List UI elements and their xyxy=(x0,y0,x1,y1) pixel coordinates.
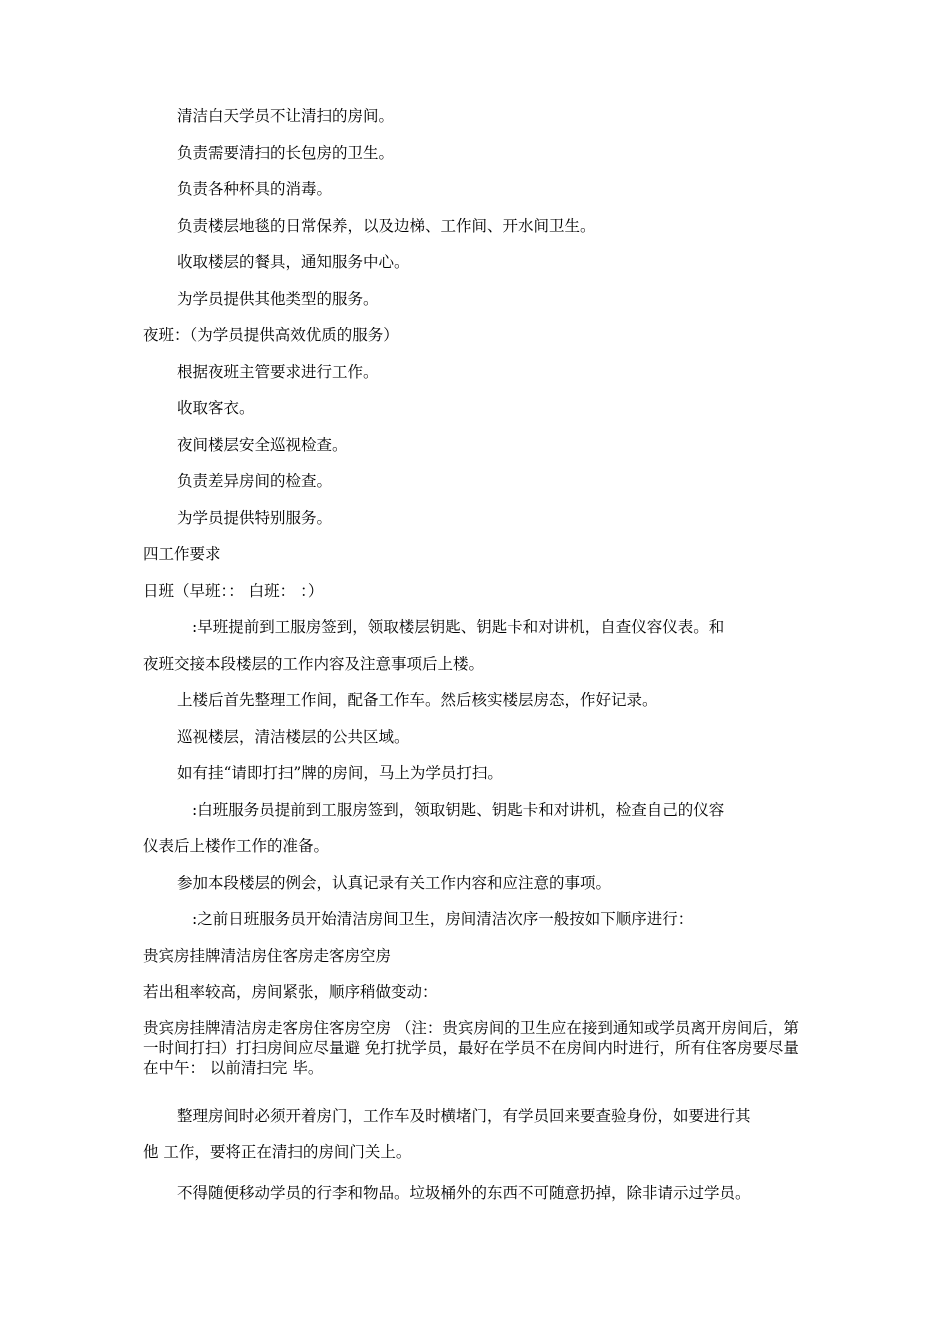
text-line: 日班（早班：： 白班： ：） xyxy=(143,582,324,600)
text-line: 收取楼层的餐具，通知服务中心。 xyxy=(177,253,410,271)
section-heading: 四工作要求 xyxy=(143,545,221,563)
text-line: 为学员提供其他类型的服务。 xyxy=(177,290,379,308)
text-line: 巡视楼层，清洁楼层的公共区域。 xyxy=(177,728,410,746)
text-line: 清洁白天学员不让清扫的房间。 xyxy=(177,107,395,125)
text-line: :之前日班服务员开始清洁房间卫生，房间清洁次序一般按如下顺序进行： xyxy=(192,910,694,928)
text-line: 根据夜班主管要求进行工作。 xyxy=(177,363,379,381)
text-line: 如有挂“请即打扫”牌的房间，马上为学员打扫。 xyxy=(177,764,503,782)
text-line: 夜间楼层安全巡视检查。 xyxy=(177,436,348,454)
text-line: 不得随便移动学员的行李和物品。垃圾桶外的东西不可随意扔掉，除非请示过学员。 xyxy=(177,1184,751,1202)
text-line: 收取客衣。 xyxy=(177,399,255,417)
section-heading: 夜班：（为学员提供高效优质的服务） xyxy=(143,326,399,344)
text-line: 贵宾房挂牌清洁房住客房走客房空房 xyxy=(143,947,392,965)
text-line: 夜班交接本段楼层的工作内容及注意事项后上楼。 xyxy=(143,655,485,673)
text-line: 整理房间时必须开着房门，工作车及时横堵门，有学员回来要查验身份，如要进行其 xyxy=(177,1107,751,1125)
text-line: 仪表后上楼作工作的准备。 xyxy=(143,837,330,855)
text-line: 负责差异房间的检查。 xyxy=(177,472,333,490)
text-line: 他 工作，要将正在清扫的房间门关上。 xyxy=(143,1143,412,1161)
text-paragraph: 贵宾房挂牌清洁房走客房住客房空房 （注：贵宾房间的卫生应在接到通知或学员离开房间后，第一时间打扫）打扫房间应尽量避 免打扰学员，最好在学员不在房间内时进行，所有住客房要尽量在中午： 以前清扫完 毕。 xyxy=(143,1019,799,1077)
text-line: 负责各种杯具的消毒。 xyxy=(177,180,333,198)
text-line: 参加本段楼层的例会，认真记录有关工作内容和应注意的事项。 xyxy=(177,874,612,892)
text-line: 为学员提供特别服务。 xyxy=(177,509,333,527)
text-line: :白班服务员提前到工服房签到，领取钥匙、钥匙卡和对讲机，检查自己的仪容 xyxy=(192,801,725,819)
text-line: 负责楼层地毯的日常保养，以及边梯、工作间、开水间卫生。 xyxy=(177,217,596,235)
text-line: 上楼后首先整理工作间，配备工作车。然后核实楼层房态，作好记录。 xyxy=(177,691,658,709)
text-line: 若出租率较高，房间紧张，顺序稍做变动： xyxy=(143,983,438,1001)
text-line: 负责需要清扫的长包房的卫生。 xyxy=(177,144,395,162)
text-line: :早班提前到工服房签到，领取楼层钥匙、钥匙卡和对讲机，自查仪容仪表。和 xyxy=(192,618,725,636)
